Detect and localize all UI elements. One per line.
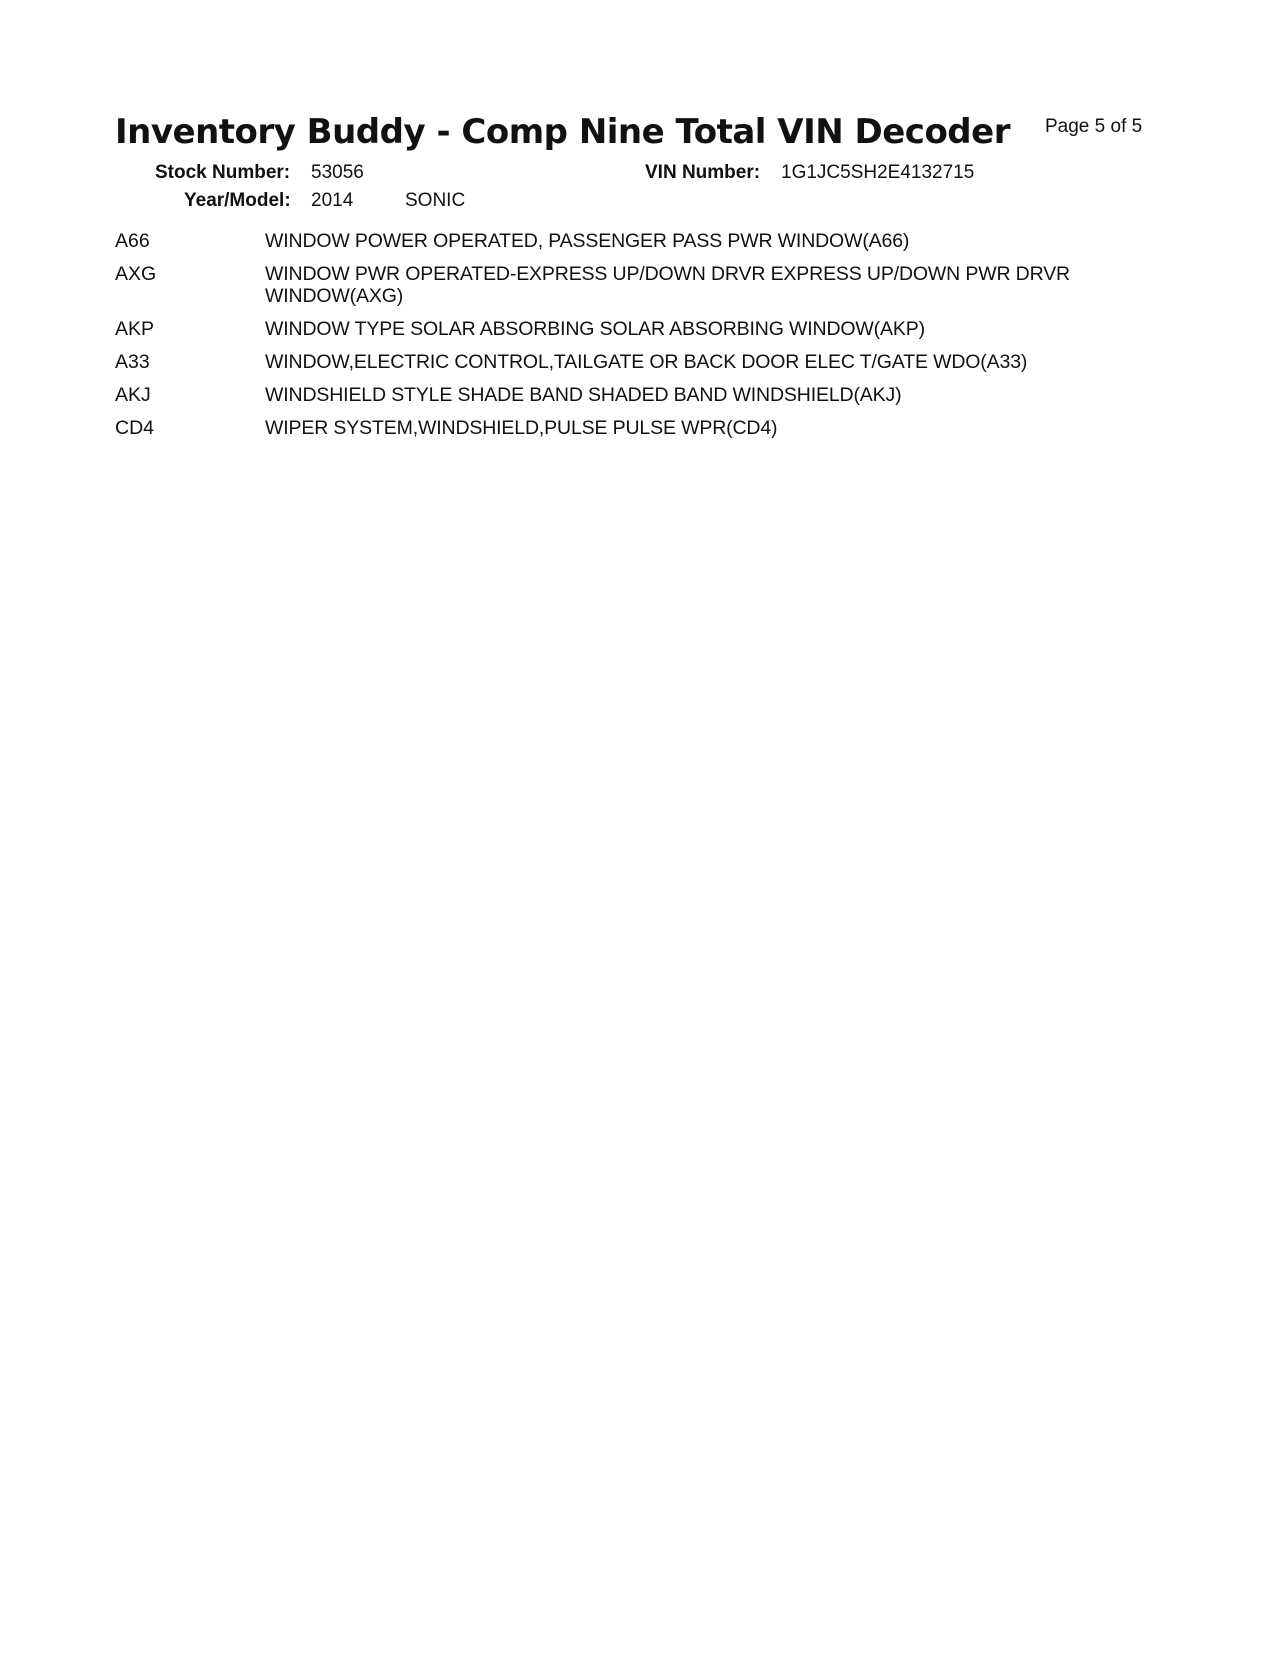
option-row [115, 417, 1175, 439]
option-code: A66 [115, 230, 150, 252]
option-description: WINDOW,ELECTRIC CONTROL,TAILGATE OR BACK DOOR ELEC T/GATE WDO(A33) [265, 351, 1028, 373]
stock-number-label: Stock Number: [155, 162, 291, 183]
option-row [115, 263, 1175, 307]
option-description: WINDOW POWER OPERATED, PASSENGER PASS PWR WINDOW(A66) [265, 230, 910, 252]
option-row [115, 384, 1175, 406]
year-value: 2014 [311, 190, 354, 211]
page-number: Page 5 of 5 [1045, 116, 1143, 137]
option-row [115, 318, 1175, 340]
option-description: WINDSHIELD STYLE SHADE BAND SHADED BAND WINDSHIELD(AKJ) [265, 384, 902, 406]
year-model-label: Year/Model: [184, 190, 291, 211]
report-title: Inventory Buddy - Comp Nine Total VIN Decoder [115, 112, 1010, 152]
option-code: AXG [115, 263, 157, 285]
vin-number-value: 1G1JC5SH2E4132715 [781, 162, 975, 183]
option-code: AKJ [115, 384, 151, 406]
option-code: CD4 [115, 417, 155, 439]
option-description: WIPER SYSTEM,WINDSHIELD,PULSE PULSE WPR(CD4) [265, 417, 778, 439]
option-description: WINDOW PWR OPERATED-EXPRESS UP/DOWN DRVR EXPRESS UP/DOWN PWR DRVR WINDOW(AXG) [265, 263, 1070, 307]
vin-number-label: VIN Number: [645, 162, 761, 183]
option-row [115, 351, 1175, 373]
option-code-list [115, 230, 1175, 450]
model-value: SONIC [405, 190, 466, 211]
stock-number-value: 53056 [311, 162, 364, 183]
option-code: AKP [115, 318, 155, 340]
option-description: WINDOW TYPE SOLAR ABSORBING SOLAR ABSORBING WINDOW(AKP) [265, 318, 925, 340]
option-code: A33 [115, 351, 150, 373]
option-row [115, 230, 1175, 252]
